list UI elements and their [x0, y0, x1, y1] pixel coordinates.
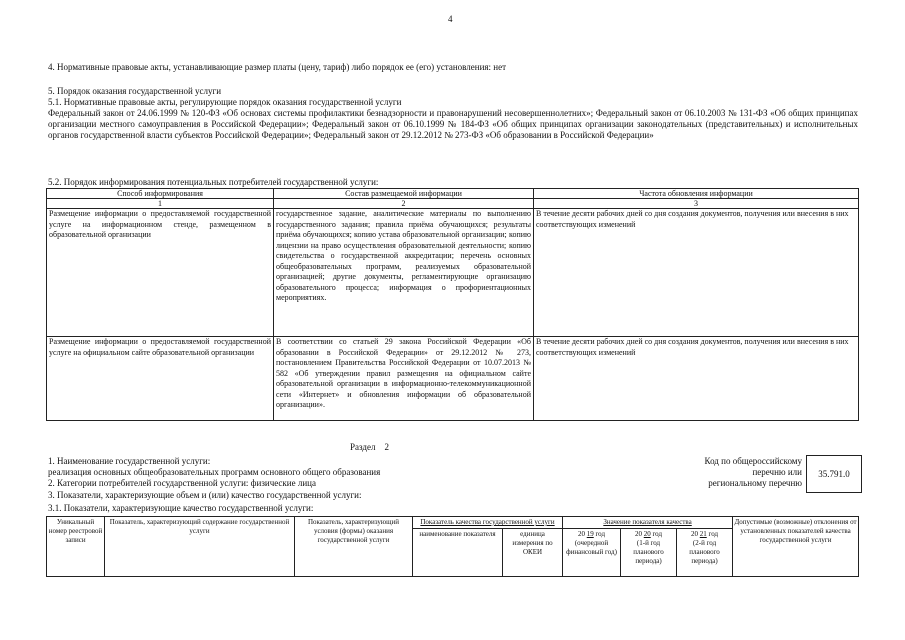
item-3-1: 3.1. Показатели, характеризующие качество государственной услуги: — [48, 503, 314, 513]
year-note: (1-й год планового периода) — [633, 539, 664, 565]
row-content: государственное задание, аналитические материалы по выполнению государственного задания; правила приёма обучающихся; результаты приёма обучающихся; копию устава образовательной организации; копию лицензии на право осуществления образовательной деятельности; копию свидетельства о государственной аккредитации; перечень основных общеобразовательных программ, реализуемых образовательной организацией; другие документы, регламентирующие организацию образовательного процесса; информация о профориентационных мероприятиях. — [274, 209, 534, 337]
year-note: (2-й год планового периода) — [689, 539, 720, 565]
row-method: Размещение информации о предоставляемой государственной услуге на официальном сайте образовательной организации — [47, 337, 274, 421]
table-row — [47, 209, 859, 337]
table-row — [47, 337, 859, 421]
item-2: 2. Категории потребителей государственной услуги: физические лица — [48, 478, 316, 488]
year-prefix: 20 — [577, 530, 585, 538]
table-number-row — [47, 199, 859, 209]
col-year-2 — [621, 529, 677, 577]
col-year-1 — [563, 529, 621, 577]
razdel-heading — [350, 442, 389, 453]
section-5-title: 5. Порядок оказания государственной услуги — [48, 86, 222, 96]
year-note: (очередной финансовый год) — [566, 539, 617, 556]
quality-header-row — [47, 517, 859, 529]
quality-table — [46, 516, 859, 577]
page-number: 4 — [448, 14, 453, 24]
year-value: 19 — [586, 530, 594, 538]
column-number: 2 — [274, 199, 534, 209]
col-year-3 — [677, 529, 733, 577]
code-label-line: Код по общероссийскому — [704, 456, 802, 466]
column-number: 1 — [47, 199, 274, 209]
header-content: Состав размещаемой информации — [274, 189, 534, 199]
header-method: Способ информирования — [47, 189, 274, 199]
code-label-line: перечню или — [752, 467, 802, 477]
year-value: 21 — [699, 530, 707, 538]
col-conditions-indicator: Показатель, характеризующий условия (формы) оказания государственной услуги — [295, 517, 413, 577]
year-prefix: 20 — [634, 530, 642, 538]
information-table — [46, 188, 859, 421]
header-frequency: Частота обновления информации — [534, 189, 859, 199]
year-suffix: год — [708, 530, 719, 538]
section-5-1-title: 5.1. Нормативные правовые акты, регулирующие порядок оказания государственной услуги — [48, 97, 402, 107]
code-box — [806, 455, 862, 493]
col-deviation: Допустимые (возможные) отклонения от установленных показателей качества государственной услуги — [733, 517, 859, 577]
year-suffix: год — [652, 530, 663, 538]
code-label — [705, 456, 802, 489]
razdel-number: 2 — [384, 442, 389, 452]
code-label-line: региональному перечню — [708, 478, 802, 488]
razdel-label: Раздел — [350, 442, 376, 452]
year-prefix: 20 — [691, 530, 698, 538]
section-5-1-text: Федеральный закон от 24.06.1999 № 120-ФЗ «Об основах системы профилактики безнадзорности и правонарушений несовершеннолетних»; Федеральный закон от 06.10.2003 № 131-ФЗ «Об общих принципах организации местного самоуправления в Российской Федерации»; Федеральный закон от 06.10.1999 № 184-ФЗ «Об общих принципах организации законодательных (представительных) и исполнительных органов государственной власти субъектов Российской Федерации»; Федеральный закон от 29.12.2012 № 273-ФЗ «Об образовании в Российской Федерации» — [48, 108, 858, 140]
col-content-indicator: Показатель, характеризующий содержание государственной услуги — [105, 517, 295, 577]
column-number: 3 — [534, 199, 859, 209]
col-quality-unit: единица измерения по ОКЕИ — [503, 529, 563, 577]
year-suffix: год — [595, 530, 606, 538]
row-frequency: В течение десяти рабочих дней со дня создания документов, получения или внесения в них соответствующих изменений — [534, 337, 859, 421]
item-1: 1. Наименование государственной услуги: — [48, 456, 211, 466]
row-frequency: В течение десяти рабочих дней со дня создания документов, получения или внесения в них соответствующих изменений — [534, 209, 859, 337]
item-3: 3. Показатели, характеризующие объем и (или) качество государственной услуги: — [48, 490, 362, 500]
table-header-row — [47, 189, 859, 199]
code-value: 35.791.0 — [818, 469, 850, 479]
item-1-value: реализация основных общеобразовательных программ основного общего образования — [48, 467, 381, 477]
year-value: 20 — [643, 530, 651, 538]
row-content: В соответствии со статьей 29 закона Российской Федерации «Об образовании в Российской Федерации» от 29.12.2012 № 273, постановлением Правительства Российской Федерации от 10.07.2013 № 582 «Об утверждении правил размещения на официальном сайте образовательной организации в информационно-телекоммуникационной сети «Интернет» и обновления информации об образовательной организации». — [274, 337, 534, 421]
col-quality-indicator: Показатель качества государственной услуги — [413, 517, 563, 529]
col-quality-value: Значение показателя качества — [563, 517, 733, 529]
row-method: Размещение информации о предоставляемой государственной услуге на информационном стенде, размещенном в образовательной организации — [47, 209, 274, 337]
col-quality-name: наименование показателя — [413, 529, 503, 577]
section-5-2-title: 5.2. Порядок информирования потенциальных потребителей государственной услуги: — [48, 177, 379, 187]
section-4-line: 4. Нормативные правовые акты, устанавливающие размер платы (цену, тариф) либо порядок ее (его) установления: нет — [48, 62, 507, 72]
col-unique-number: Уникальный номер реестровой записи — [47, 517, 105, 577]
